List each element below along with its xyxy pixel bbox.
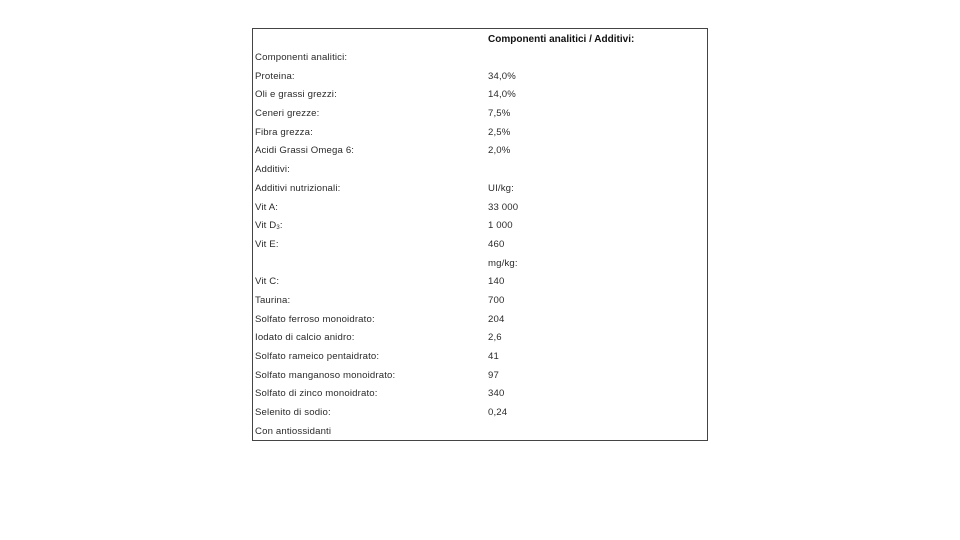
table-row: [253, 423, 707, 442]
table-row: [253, 217, 707, 236]
row-label: Acidi Grassi Omega 6:: [255, 145, 355, 157]
row-label: Ceneri grezze:: [255, 108, 320, 120]
table-row: [253, 199, 707, 218]
row-value: 2,0%: [488, 145, 511, 157]
table-row: [253, 236, 707, 255]
table-row: [253, 348, 707, 367]
row-label: [255, 220, 283, 231]
row-label: Solfato ferroso monoidrato:: [255, 313, 375, 325]
row-label: Selenito di sodio:: [255, 407, 331, 419]
table-row: [253, 105, 707, 124]
row-value: 7,5%: [488, 108, 511, 120]
row-value: mg/kg:: [488, 257, 518, 269]
row-label-subscript: 3: [276, 225, 280, 232]
row-value: 2,5%: [488, 126, 511, 138]
row-value: 34,0%: [488, 70, 516, 82]
row-value: 14,0%: [488, 89, 516, 101]
row-label: Vit E:: [255, 238, 279, 250]
row-label-suffix: :: [279, 220, 283, 232]
table-header: Componenti analitici / Additivi:: [488, 34, 635, 45]
row-label: Taurina:: [255, 294, 291, 306]
table-row: [253, 86, 707, 105]
table-row: [253, 180, 707, 199]
row-value: 2,6: [488, 332, 502, 344]
row-value: 97: [488, 369, 499, 381]
table-row: [253, 124, 707, 143]
row-label: Vit A:: [255, 201, 279, 213]
table-row: [253, 385, 707, 404]
table-row: [253, 49, 707, 68]
row-label: Solfato manganoso monoidrato:: [255, 369, 396, 381]
row-value: 33 000: [488, 201, 519, 213]
row-value: 0,24: [488, 407, 508, 419]
row-label: Vit C:: [255, 276, 280, 288]
table-row: [253, 311, 707, 330]
table-row: [253, 68, 707, 87]
row-value: 340: [488, 388, 505, 400]
row-value: 1 000: [488, 220, 513, 232]
row-label: Additivi nutrizionali:: [255, 182, 341, 194]
row-value: 140: [488, 276, 505, 288]
table-row: [253, 292, 707, 311]
row-label: Additivi:: [255, 164, 290, 176]
table-row: [253, 329, 707, 348]
row-label: Fibra grezza:: [255, 126, 313, 138]
row-label: Iodato di calcio anidro:: [255, 332, 355, 344]
table-row: [253, 273, 707, 292]
row-label: Solfato rameico pentaidrato:: [255, 351, 380, 362]
row-label: Oli e grassi grezzi:: [255, 89, 337, 101]
row-label: Solfato di zinco monoidrato:: [255, 388, 378, 400]
row-value: 460: [488, 238, 505, 250]
row-label: Componenti analitici:: [255, 52, 348, 63]
composition-table: [252, 28, 708, 441]
table-row: [253, 142, 707, 161]
table-row: [253, 161, 707, 180]
table-row: [253, 367, 707, 386]
row-value: UI/kg:: [488, 182, 514, 194]
row-value: 41: [488, 351, 499, 362]
table-row: [253, 255, 707, 274]
row-value: 204: [488, 313, 505, 325]
table-row: [253, 404, 707, 423]
row-label-text: Vit D: [255, 220, 277, 232]
row-label: Proteina:: [255, 70, 295, 82]
row-value: 700: [488, 294, 505, 306]
row-label: Con antiossidanti: [255, 425, 332, 437]
table-rows: [253, 49, 707, 441]
